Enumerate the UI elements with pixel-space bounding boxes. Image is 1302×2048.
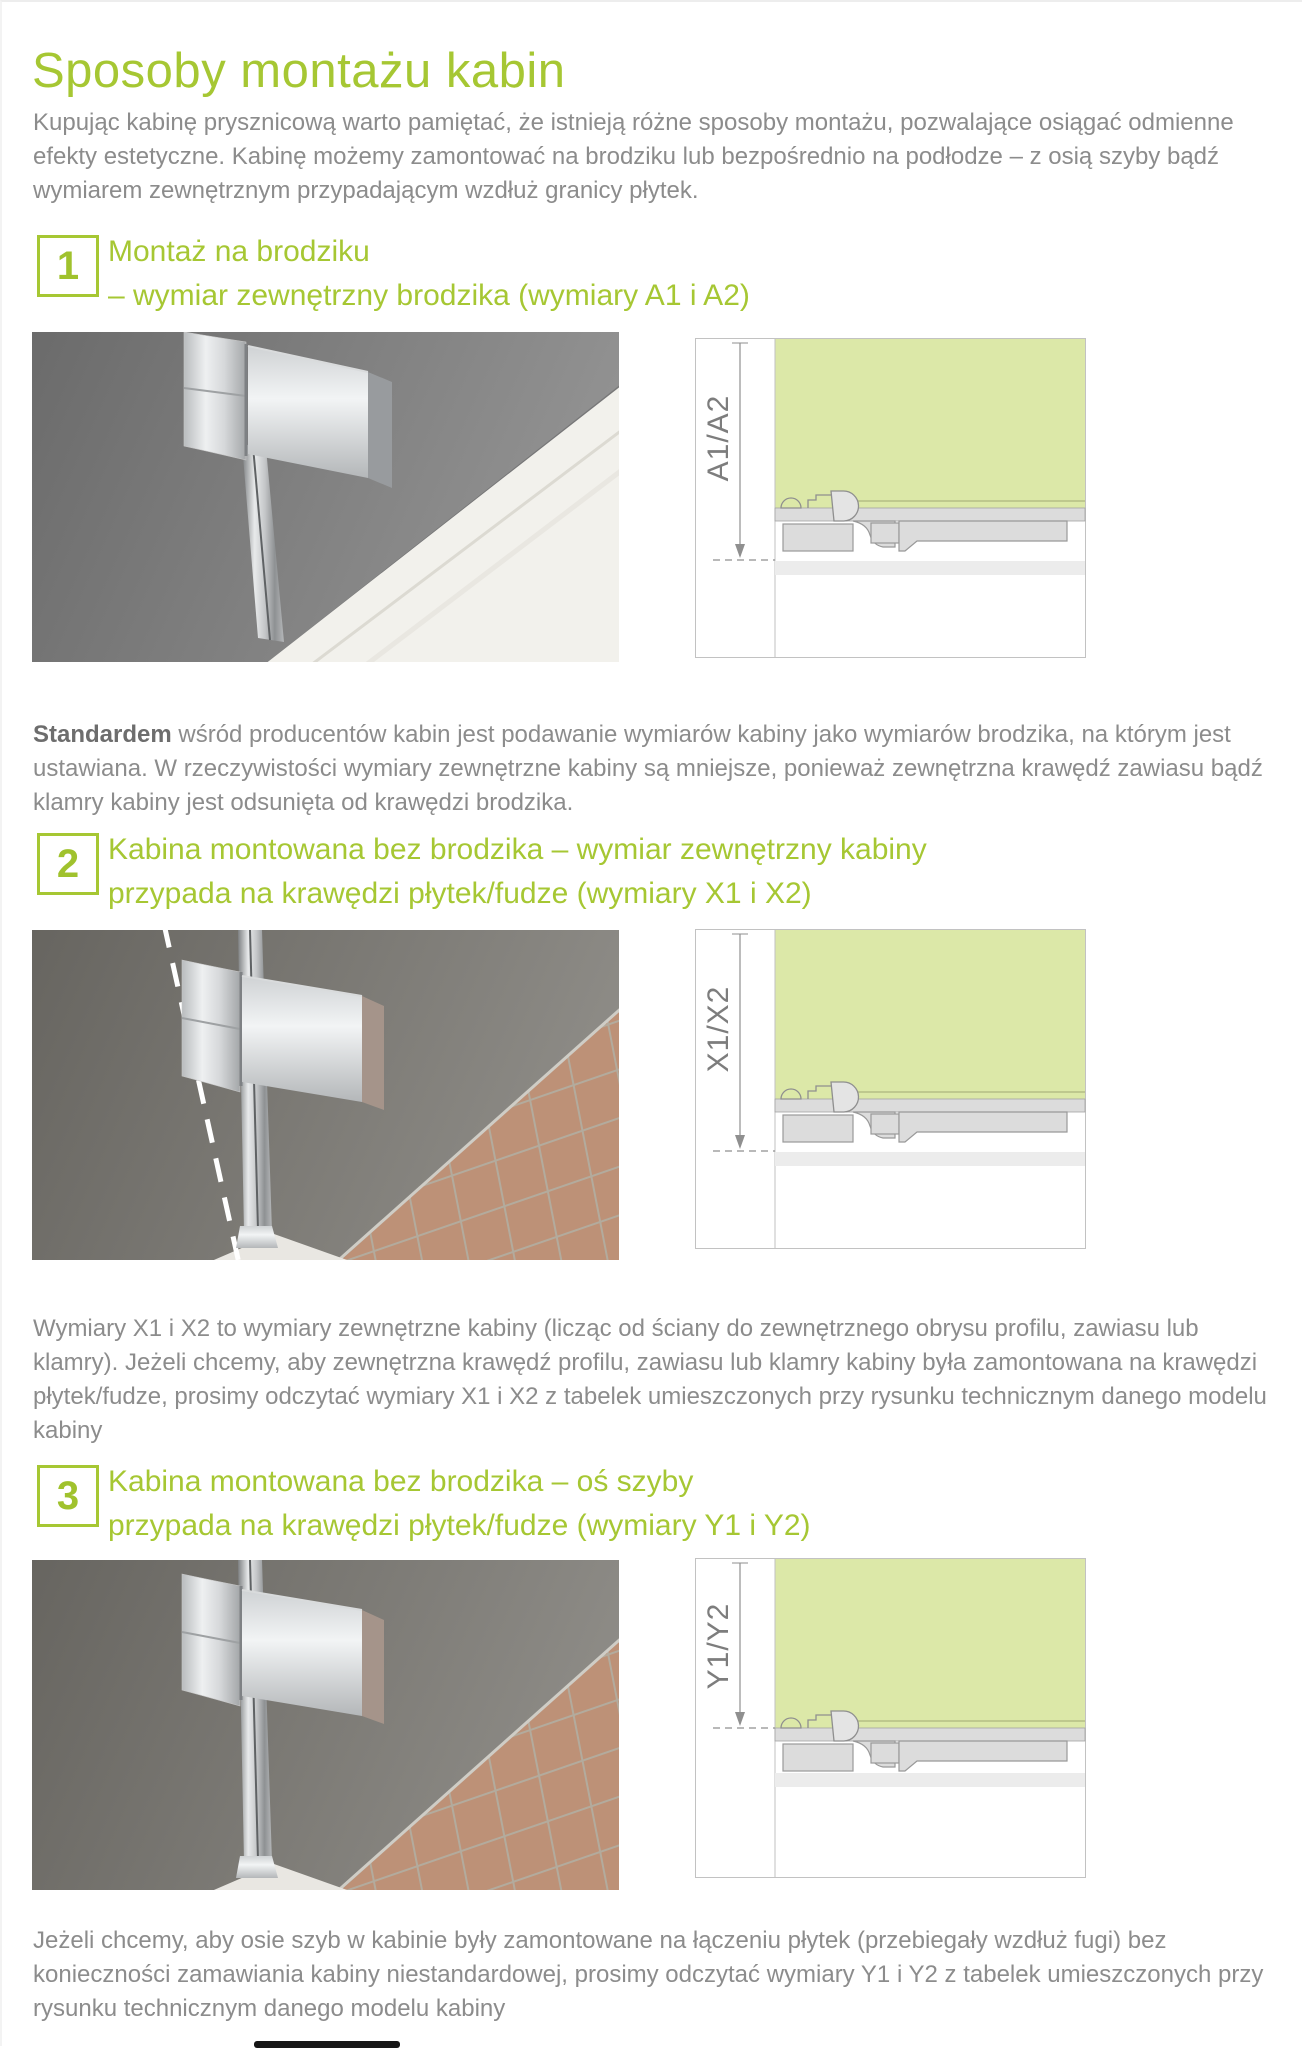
section-heading — [108, 828, 927, 916]
note-lead-bold: Standardem — [33, 721, 172, 748]
section-heading-line2: – wymiar zewnętrzny brodzika (wymiary A1 i A2) — [108, 279, 750, 312]
section-number: 2 — [56, 841, 80, 886]
page-artifact-bar — [254, 2041, 400, 2048]
photo-tiled-floor-hinge-dashed — [32, 930, 619, 1260]
diagram-a1-a2 — [695, 338, 1087, 658]
diagram-glass-panel — [775, 1559, 1085, 1728]
note-text: Jeżeli chcemy, aby osie szyb w kabinie były zamontowane na łączeniu płytek (przebiegały wzdłuż fugi) bez konieczności zamawiania kabiny niestandardowej, prosimy odczytać wymiary Y1 i Y2 z tabelek umieszczonych przy rysunku technicznym danego modelu kabiny — [33, 1927, 1264, 2022]
diagram-hinge-section — [831, 1711, 859, 1741]
photo-hinge-arm — [242, 976, 362, 1102]
diagram-profile-foot — [783, 524, 853, 551]
section-heading-line1: Kabina montowana bez brodzika – wymiar zewnętrzny kabiny — [108, 833, 927, 866]
photo-shower-tray-hinge — [32, 332, 619, 662]
section-heading-line1: Kabina montowana bez brodzika – oś szyby — [108, 1465, 694, 1498]
diagram-x1-x2 — [695, 929, 1087, 1249]
diagram-glass-panel — [775, 339, 1085, 508]
diagram-tray-top — [775, 1099, 1085, 1112]
section-heading — [108, 1460, 811, 1548]
diagram-dimension-label: Y1/Y2 — [702, 1602, 735, 1690]
page-title: Sposoby montażu kabin — [32, 43, 566, 98]
diagram-tray-top — [775, 508, 1085, 521]
photo-hinge-plate — [182, 960, 240, 1092]
diagram-profile-foot — [783, 1115, 853, 1142]
diagram-tray-top — [775, 1728, 1085, 1741]
section-number-badge — [37, 833, 99, 895]
section-heading-line2: przypada na krawędzi płytek/fudze (wymiary Y1 i Y2) — [108, 1509, 811, 1542]
section-number: 3 — [56, 1473, 80, 1518]
section-heading-line1: Montaż na brodziku — [108, 235, 370, 268]
diagram-hinge-section — [831, 491, 859, 521]
photo-profile-foot — [236, 1856, 278, 1878]
note-text: Wymiary X1 i X2 to wymiary zewnętrzne kabiny (licząc od ściany do zewnętrznego obrysu profilu, zawiasu lub klamry). Jeżeli chcemy, aby zewnętrzna krawędź profilu, zawiasu lub klamry kabiny była zamontowana na krawędzi płytek/fudze, prosimy odczytać wymiary X1 i X2 z tabelek umieszczonych przy rysunku technicznym danego modelu kabiny — [33, 1315, 1267, 1444]
intro-paragraph: Kupując kabinę prysznicową warto pamiętać, że istnieją różne sposoby montażu, pozwalające osiągać odmienne efekty estetyczne. Kabinę możemy zamontować na brodziku lub bezpośrednio na podłodze – z osią szyby bądź wymiarem zewnętrznym przypadającym wzdłuż granicy płytek. — [33, 109, 1234, 204]
section-heading — [108, 230, 750, 318]
diagram-dimension-label: X1/X2 — [702, 985, 735, 1073]
note-text: wśród producentów kabin jest podawanie wymiarów kabiny jako wymiarów brodzika, na którym jest ustawiana. W rzeczywistości wymiary zewnętrzne kabiny są mniejsze, ponieważ zewnętrzna krawędź zawiasu bądź klamry kabiny jest odsunięta od krawędzi brodzika. — [33, 721, 1263, 816]
photo-profile-foot — [236, 1226, 278, 1248]
diagram-y1-y2 — [695, 1558, 1087, 1878]
diagram-glass-panel — [775, 930, 1085, 1099]
diagram-dimension-label: A1/A2 — [702, 394, 735, 482]
section-note — [33, 1924, 1285, 2026]
diagram-profile-foot — [783, 1744, 853, 1771]
photo-tiled-floor-hinge — [32, 1560, 619, 1890]
diagram-hinge-section — [831, 1082, 859, 1112]
section-number: 1 — [56, 243, 80, 288]
photo-hinge-arm — [242, 1590, 362, 1716]
section-number-badge — [37, 1465, 99, 1527]
section-note — [33, 1312, 1285, 1448]
section-note — [33, 718, 1285, 820]
photo-hinge-plate — [182, 1574, 240, 1706]
section-number-badge — [37, 235, 99, 297]
section-heading-line2: przypada na krawędzi płytek/fudze (wymiary X1 i X2) — [108, 877, 812, 910]
photo-hinge-plate — [184, 332, 246, 460]
